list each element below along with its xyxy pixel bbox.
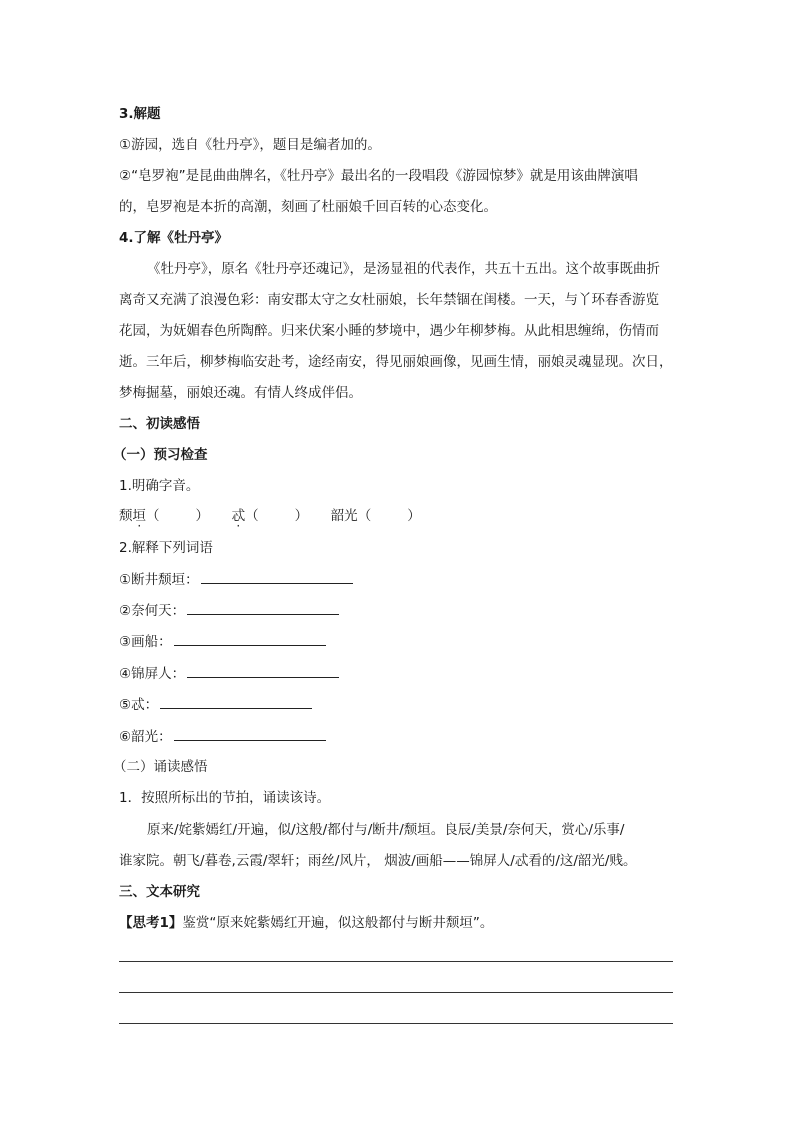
word-3: 韶光 [330,508,358,524]
term-4-label: ④锦屏人： [119,666,186,682]
think-1-text: 鉴赏“原来姹紫嫣红开遍，似这般都付与断井颓垣”。 [182,915,494,931]
term-1-label: ①断井颓垣： [119,572,199,588]
question-1-title: 1.明确字音。 [119,478,200,494]
section-4-title: 4.了解《牡丹亭》 [119,230,229,246]
paren-close-2: ） [294,508,309,524]
section-3-para-1: ①游园，选自《牡丹亭》，题目是编者加的。 [119,137,381,153]
poem-line-2: 谁家院。朝飞/暮卷,云霞/翠轩；雨丝/风片， 烟波/画船——锦屏人/忒看的/这/韶光/贱。 [119,853,637,869]
term-3 [119,632,326,651]
section-4-line-3: 花园，为妩媚春色所陶醉。归来伏案小睡的梦境中，遇少年柳梦梅。从此相思缠绵，伤情而 [119,323,659,339]
paren-open-3: （ [357,508,372,524]
paren-close-1: ） [195,508,209,524]
term-1 [119,570,353,589]
term-5-blank[interactable] [160,695,312,709]
term-5 [119,695,312,714]
term-2 [119,601,339,620]
subsection-2-title: （二）诵读感悟 [113,759,208,775]
paren-close-3: ） [407,508,421,524]
section-three-title: 三、文本研究 [119,884,200,900]
poem-line-1: 原来/姹紫嫣红/开遍，似/这般/都付与/断井/颓垣。良辰/美景/奈何天，赏心/乐事/ [147,822,625,838]
think-1-tag: 【思考1】 [119,915,183,931]
section-3-title: 3.解题 [119,106,161,122]
answer-line-1[interactable] [119,961,673,962]
section-3-para-2b: 的，皂罗袍是本折的高潮，刻画了杜丽娘千回百转的心态变化。 [119,199,497,215]
reading-question: 1．按照所标出的节拍，诵读该诗。 [119,790,331,806]
pronunciation-row [119,507,421,525]
word-1-char-a: 颓 [119,508,133,524]
term-3-blank[interactable] [174,632,326,646]
section-4-line-2: 离奇又充满了浪漫色彩：南安郡太守之女杜丽娘，长年禁锢在闺楼。一天，与丫环春香游览 [119,292,659,308]
paren-open-2: （ [245,508,259,524]
term-2-label: ②奈何天： [119,603,186,619]
term-3-label: ③画船： [119,634,172,650]
term-6-label: ⑥韶光： [119,729,172,745]
term-6 [119,727,326,746]
term-5-label: ⑤忒： [119,697,159,713]
section-3-para-2a: ②“皂罗袍”是昆曲曲牌名，《牡丹亭》最出名的一段唱段《游园惊梦》就是用该曲牌演唱 [119,168,638,184]
word-2: 忒 [231,508,246,524]
term-6-blank[interactable] [174,727,326,741]
section-two-title: 二、初读感悟 [119,416,200,432]
term-4 [119,664,339,683]
answer-line-3[interactable] [119,1023,673,1024]
paren-open-1: （ [146,508,160,524]
think-1 [119,914,493,932]
section-4-line-5: 梦梅掘墓，丽娘还魂。有情人终成伴侣。 [119,385,362,401]
answer-line-2[interactable] [119,992,673,993]
section-4-line-4: 逝。三年后，柳梦梅临安赴考，途经南安，得见丽娘画像，见画生情，丽娘灵魂显现。次日， [119,354,673,370]
term-2-blank[interactable] [187,601,339,615]
term-1-blank[interactable] [201,570,353,584]
word-1-char-b: 垣 [132,508,146,524]
subsection-1-title: （一）预习检查 [113,447,208,463]
question-2-title: 2.解释下列词语 [119,540,213,556]
section-4-line-1: 《牡丹亭》，原名《牡丹亭还魂记》，是汤显祖的代表作，共五十五出。这个故事既曲折 [147,261,660,277]
term-4-blank[interactable] [187,664,339,678]
